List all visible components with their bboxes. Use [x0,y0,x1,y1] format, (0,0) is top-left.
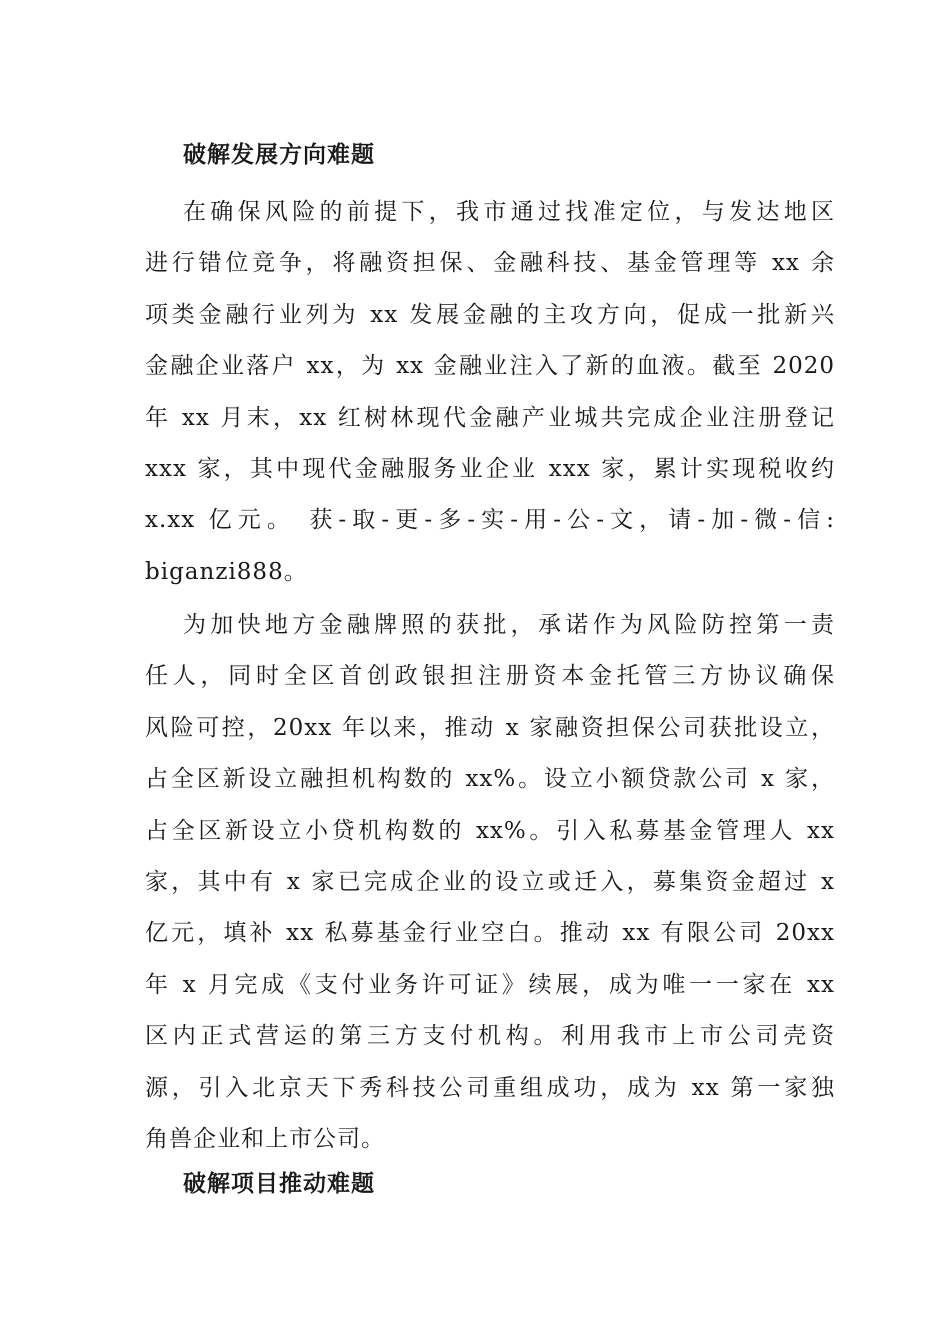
paragraph-line: x.xx 亿元。 获-取-更-多-实-用-公-文，请-加-微-信: [145,507,835,534]
paragraph-line: 家，其中有 x 家已完成企业的设立或迁入，募集资金超过 x [145,868,835,895]
section-heading-project-promotion: 破解项目推动难题 [183,1170,375,1197]
paragraph-line: 项类金融行业列为 xx 发展金融的主攻方向，促成一批新兴 [145,301,835,328]
paragraph-line: 亿元，填补 xx 私募基金行业空白。推动 xx 有限公司 20xx [145,920,835,947]
paragraph-line: 任人，同时全区首创政银担注册资本金托管三方协议确保 [145,663,835,690]
paragraph-line: 为加快地方金融牌照的获批，承诺作为风险防控第一责 [183,612,835,638]
paragraph-line: 风险可控，20xx 年以来，推动 x 家融资担保公司获批设立， [145,714,835,741]
paragraph-line: 源，引入北京天下秀科技公司重组成功，成为 xx 第一家独 [145,1074,835,1101]
paragraph-line: 占全区新设立小贷机构数的 xx%。引入私募基金管理人 xx [145,817,835,844]
paragraph-line: 金融企业落户 xx，为 xx 金融业注入了新的血液。截至 2020 [145,353,835,380]
paragraph-line: 年 x 月完成《支付业务许可证》续展，成为唯一一家在 xx [145,971,835,998]
paragraph-line: 区内正式营运的第三方支付机构。利用我市上市公司壳资 [145,1023,835,1050]
paragraph-line: 角兽企业和上市公司。 [145,1125,385,1152]
paragraph-line: 占全区新设立融担机构数的 xx%。设立小额贷款公司 x 家， [145,766,835,793]
paragraph-line: 进行错位竞争，将融资担保、金融科技、基金管理等 xx 余 [145,250,835,277]
paragraph-line: 年 xx 月末，xx 红树林现代金融产业城共完成企业注册登记 [145,404,835,431]
paragraph-development-direction [145,187,835,598]
paragraph-line: 在确保风险的前提下，我市通过找准定位，与发达地区 [183,199,835,225]
paragraph-line: biganzi888。 [145,558,308,585]
section-heading-development-direction: 破解发展方向难题 [183,141,375,168]
paragraph-license-approval [145,600,835,1165]
paragraph-line: xxx 家，其中现代金融服务业企业 xxx 家，累计实现税收约 [145,455,835,482]
